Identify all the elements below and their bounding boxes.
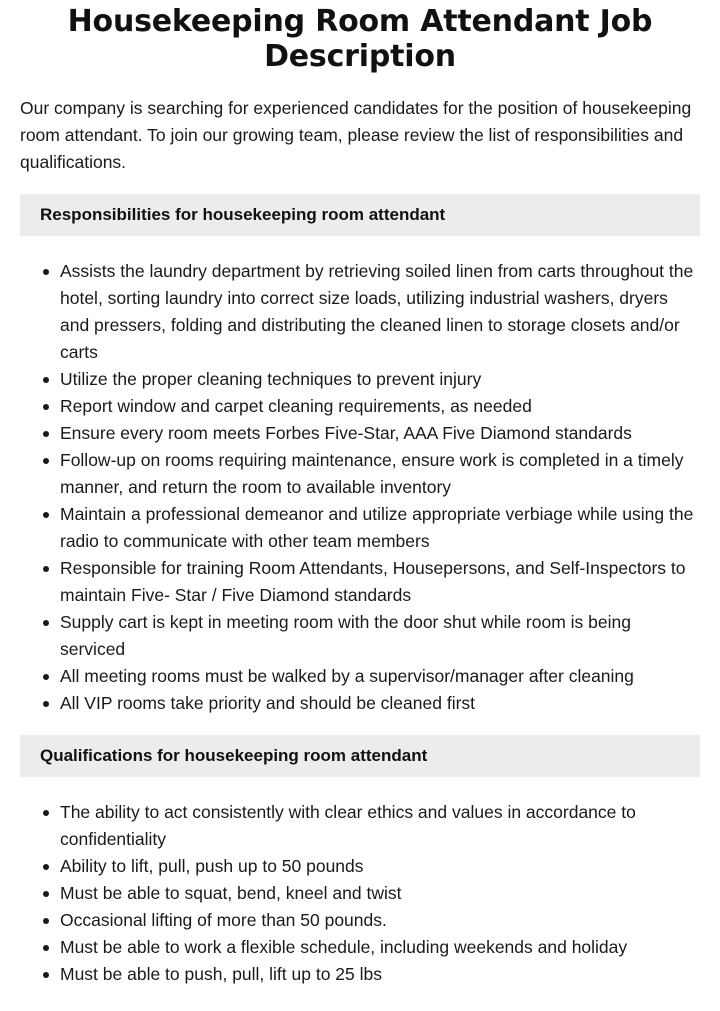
list-item: Must be able to work a flexible schedule, including weekends and holiday: [20, 934, 700, 961]
list-item: Ensure every room meets Forbes Five-Star, AAA Five Diamond standards: [20, 420, 700, 447]
list-item: Must be able to squat, bend, kneel and twist: [20, 880, 700, 907]
list-item: Occasional lifting of more than 50 pounds.: [20, 907, 700, 934]
intro-paragraph: Our company is searching for experienced candidates for the position of housekeeping room attendant. To join our growing team, please review the list of responsibilities and qualifications.: [20, 98, 692, 172]
list-item: All meeting rooms must be walked by a supervisor/manager after cleaning: [20, 663, 700, 690]
page-title: Housekeeping Room Attendant Job Description: [67, 4, 653, 74]
qualifications-list: [20, 799, 700, 988]
qualifications-heading: Qualifications for housekeeping room attendant: [20, 735, 700, 777]
list-item: Maintain a professional demeanor and utilize appropriate verbiage while using the radio to communicate with other team members: [20, 501, 700, 555]
list-item: All VIP rooms take priority and should be cleaned first: [20, 690, 700, 717]
responsibilities-list: [20, 258, 700, 717]
list-item: Ability to lift, pull, push up to 50 pounds: [20, 853, 700, 880]
list-item: Supply cart is kept in meeting room with the door shut while room is being serviced: [20, 609, 700, 663]
list-item: Must be able to push, pull, lift up to 25 lbs: [20, 961, 700, 988]
list-item: The ability to act consistently with clear ethics and values in accordance to confidentiality: [20, 799, 700, 853]
list-item: Follow-up on rooms requiring maintenance, ensure work is completed in a timely manner, and return the room to available inventory: [20, 447, 700, 501]
list-item: Assists the laundry department by retrieving soiled linen from carts throughout the hotel, sorting laundry into correct size loads, utilizing industrial washers, dryers and pressers, folding and distributing the cleaned linen to storage closets and/or carts: [20, 258, 700, 366]
list-item: Utilize the proper cleaning techniques to prevent injury: [20, 366, 700, 393]
responsibilities-heading: Responsibilities for housekeeping room attendant: [20, 194, 700, 236]
list-item: Report window and carpet cleaning requirements, as needed: [20, 393, 700, 420]
list-item: Responsible for training Room Attendants, Housepersons, and Self-Inspectors to maintain Five- Star / Five Diamond standards: [20, 555, 700, 609]
